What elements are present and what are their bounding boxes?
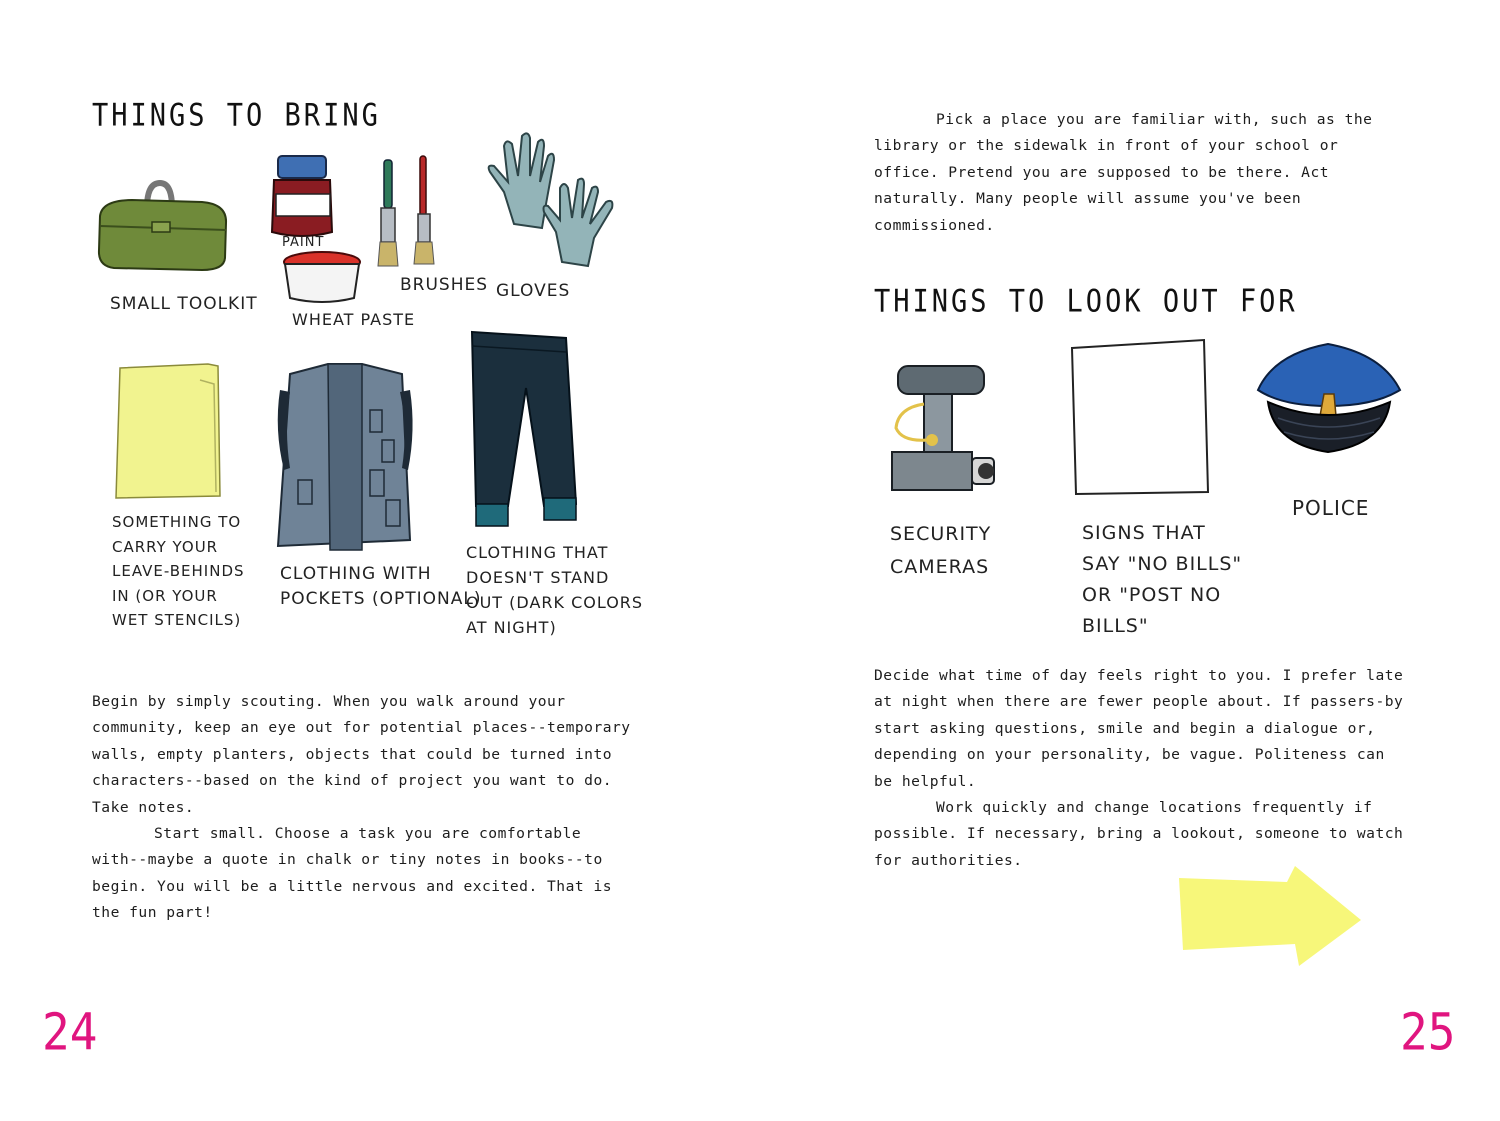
gloves-icon [484, 132, 634, 272]
right-intro [874, 107, 1404, 239]
paint-jar-icon [268, 152, 338, 242]
item-label-folder: SOMETHING TO CARRY YOUR LEAVE-BEHINDS IN (OR YOUR WET STENCILS) [112, 513, 245, 629]
item-label-jeans: CLOTHING THAT DOESN'T STAND OUT (DARK COLORS AT NIGHT) [466, 543, 644, 637]
vest-icon [270, 360, 420, 550]
item-label-vest: CLOTHING WITH POCKETS (OPTIONAL) [280, 564, 482, 609]
security-camera-icon [888, 358, 1008, 498]
jeans-icon [468, 328, 583, 528]
item-label-paint: PAINT [282, 235, 325, 250]
item-label-police: POLICE [1292, 496, 1370, 520]
item-label-cameras: SECURITY CAMERAS [890, 523, 992, 578]
right-heading: THINGS TO LOOK OUT FOR [874, 284, 1298, 320]
page-number-left: 24 [42, 1002, 98, 1062]
right-intro-paragraph: Pick a place you are familiar with, such as the library or the sidewalk in front of your school or office. Pretend you are supposed to be there. Act naturally. Many people will assume you've been commissioned. [874, 111, 1373, 234]
left-heading: THINGS TO BRING [92, 98, 381, 134]
page-number-right: 25 [1400, 1002, 1456, 1062]
toolkit-icon [92, 178, 232, 278]
left-paragraph-2: Start small. Choose a task you are comfortable with--maybe a quote in chalk or tiny notes in books--to begin. You will be a little nervous and excited. That is the fun part! [92, 825, 613, 922]
folder-icon [108, 360, 228, 505]
right-paragraph-2: Work quickly and change locations frequently if possible. If necessary, bring a lookout, someone to watch for authorities. [874, 799, 1404, 869]
item-label-gloves: GLOVES [496, 281, 571, 301]
left-paragraph-1: Begin by simply scouting. When you walk around your community, keep an eye out for potential places--temporary walls, empty planters, objects that could be turned into characters--based on the kind of project you want to do. Take notes. [92, 693, 631, 816]
post-no-bills-sign [1068, 338, 1213, 498]
police-cap-icon [1254, 340, 1404, 460]
next-arrow-icon [1175, 864, 1365, 968]
item-label-brushes: BRUSHES [400, 275, 489, 295]
right-body [874, 663, 1404, 874]
left-body [92, 689, 632, 927]
wheatpaste-tub-icon [282, 250, 364, 306]
item-label-wheatpaste: WHEAT PASTE [292, 310, 416, 329]
item-label-signs: SIGNS THAT SAY "NO BILLS" OR "POST NO BILLS" [1082, 522, 1243, 637]
right-paragraph-1: Decide what time of day feels right to you. I prefer late at night when there are fewer people about. If passers-by start asking questions, smile and begin a dialogue or, depending on your personality, be vague. Politeness can be helpful. [874, 667, 1404, 790]
item-label-toolkit: SMALL TOOLKIT [110, 294, 258, 314]
brushes-icon [376, 154, 456, 269]
